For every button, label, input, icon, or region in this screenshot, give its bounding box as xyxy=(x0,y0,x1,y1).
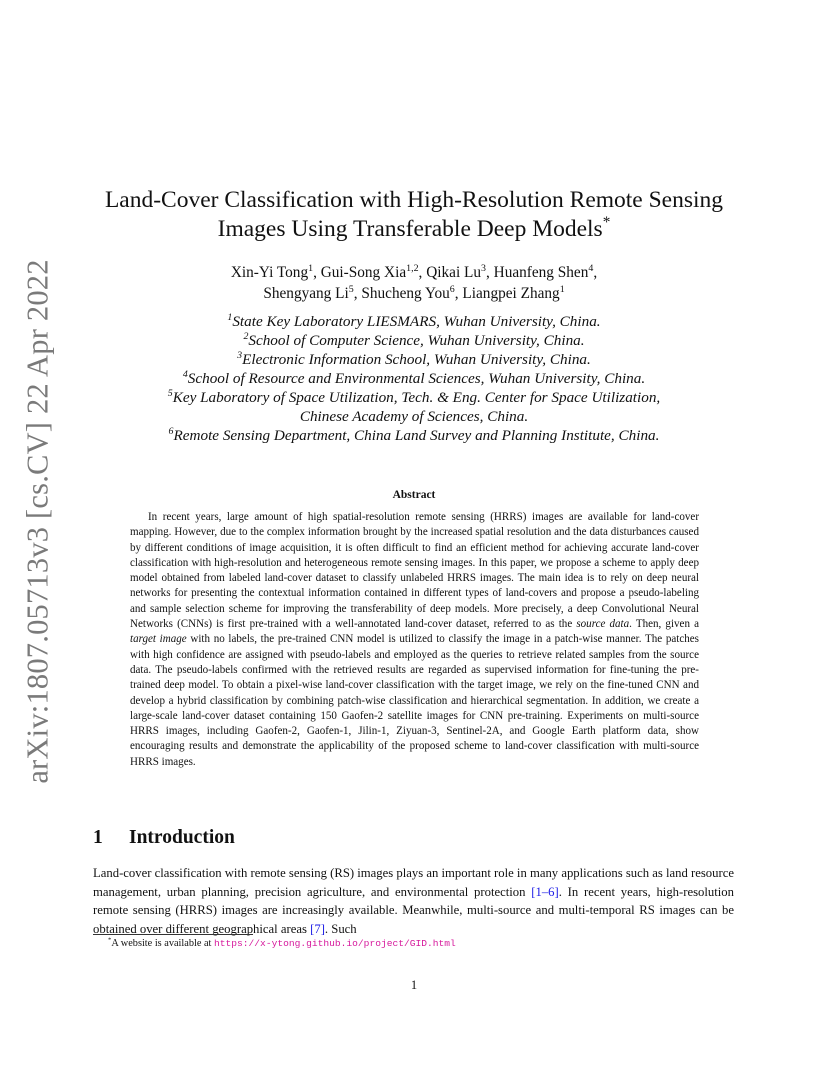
arxiv-identifier xyxy=(14,259,62,784)
author: Gui-Song Xia$^{1,2}$, xyxy=(320,262,427,281)
introduction-paragraph: Land-cover classification with remote sensing (RS) images plays an important role in many applications such as land resource management, urban planning, precision agriculture, and environmental protection [1–6]. In recent years, high-resolution remote sensing (HRRS) images are increasingly available. Meanwhile, multi-source and multi-temporal RS images can be obtained over different geographical areas [7]. Such xyxy=(93,866,734,936)
affiliation: $^4$School of Resource and Environmental Sciences, Wuhan University, China. xyxy=(182,368,646,387)
page-number: 1 xyxy=(410,978,418,992)
title-footnote-mark: * xyxy=(602,214,611,232)
author: Qikai Lu$^3$, xyxy=(426,262,494,281)
section-number: 1 xyxy=(93,827,103,848)
author: Liangpei Zhang$^1$ xyxy=(462,283,565,302)
abstract-heading: Abstract xyxy=(392,489,436,501)
affiliation: $^2$School of Computer Science, Wuhan University, China. xyxy=(243,330,585,349)
citation-link[interactable]: [7] xyxy=(310,921,325,936)
author: Huanfeng Shen$^4$, xyxy=(493,262,598,281)
emphasis-target-image: target image xyxy=(130,633,187,646)
title-line-2: Images Using Transferable Deep Models xyxy=(217,216,603,242)
affiliation-list xyxy=(90,312,738,445)
section-title: Introduction xyxy=(129,827,235,848)
affiliation: Chinese Academy of Sciences, China. xyxy=(299,408,529,425)
abstract-body: In recent years, large amount of high spatial-resolution remote sensing (HRRS) images are available for land-cover mapping. However, due to the complex information brought by the increased spatial resolution and the data disturbances caused by different conditions of image acquisition, it is often difficult to find an efficient method for achieving accurate land-cover classification with high-resolution and heterogeneous remote sensing images. In this paper, we propose a scheme to apply deep model obtained from labeled land-cover dataset to classify unlabeled HRRS images. The main idea is to rely on deep neural networks for presenting the contextual information contained in different types of land-covers and propose a pseudo-labeling and sample selection scheme for improving the transferability of deep models. More precisely, a deep Convolutional Neural Networks (CNNs) is first pre-trained with a well-annotated land-cover dataset, referred to as the source data. Then, given a target image with no labels, the pre-trained CNN model is utilized to classify the image in a patch-wise manner. The patches with high confidence are assigned with pseudo-labels and employed as the queries to retrieve related samples from the source data. The pseudo-labels confirmed with the retrieved results are regarded as supervised information for fine-tuning the pre-trained deep model. To obtain a pixel-wise land-cover classification with the target image, we rely on the fine-tuned CNN and develop a hybrid classification by combining patch-wise classification and hierarchical segmentation. In addition, we create a large-scale land-cover dataset containing 150 Gaofen-2 satellite images for CNN pre-training. Experiments on multi-source HRRS images, including Gaofen-2, Gaofen-1, Jilin-1, Ziyuan-3, Sentinel-2A, and Google Earth platform data, show encouraging results and demonstrate the applicability of the proposed scheme to land-cover classification with multi-source HRRS images. xyxy=(130,511,699,768)
paper-title xyxy=(90,186,738,244)
arxiv-identifier-text: arXiv:1807.05713v3 [cs.CV] 22 Apr 2022 xyxy=(20,259,55,784)
footnote-mark: * xyxy=(108,936,112,944)
citation-link[interactable]: [1–6] xyxy=(531,884,559,899)
footnote-rule xyxy=(93,934,253,935)
emphasis-source-data: source data xyxy=(576,618,630,631)
affiliation: $^3$Electronic Information School, Wuhan University, China. xyxy=(237,349,591,368)
affiliation: $^6$Remote Sensing Department, China Land Survey and Planning Institute, China. xyxy=(168,425,660,444)
footnote xyxy=(108,938,456,949)
section-heading xyxy=(93,827,235,849)
project-url-link[interactable]: https://x-ytong.github.io/project/GID.html xyxy=(214,938,456,949)
author: Shucheng You$^6$, xyxy=(361,283,463,302)
affiliation: $^1$State Key Laboratory LIESMARS, Wuhan University, China. xyxy=(227,311,601,330)
title-line-1: Land-Cover Classification with High-Resolution Remote Sensing xyxy=(104,187,724,213)
footnote-text: A website is available at xyxy=(111,938,214,949)
affiliation: $^5$Key Laboratory of Space Utilization, Tech. & Eng. Center for Space Utilization, xyxy=(167,387,661,406)
author-list xyxy=(90,262,738,304)
author: Shengyang Li$^5$, xyxy=(263,283,362,302)
author: Xin-Yi Tong$^1$, xyxy=(230,262,321,281)
